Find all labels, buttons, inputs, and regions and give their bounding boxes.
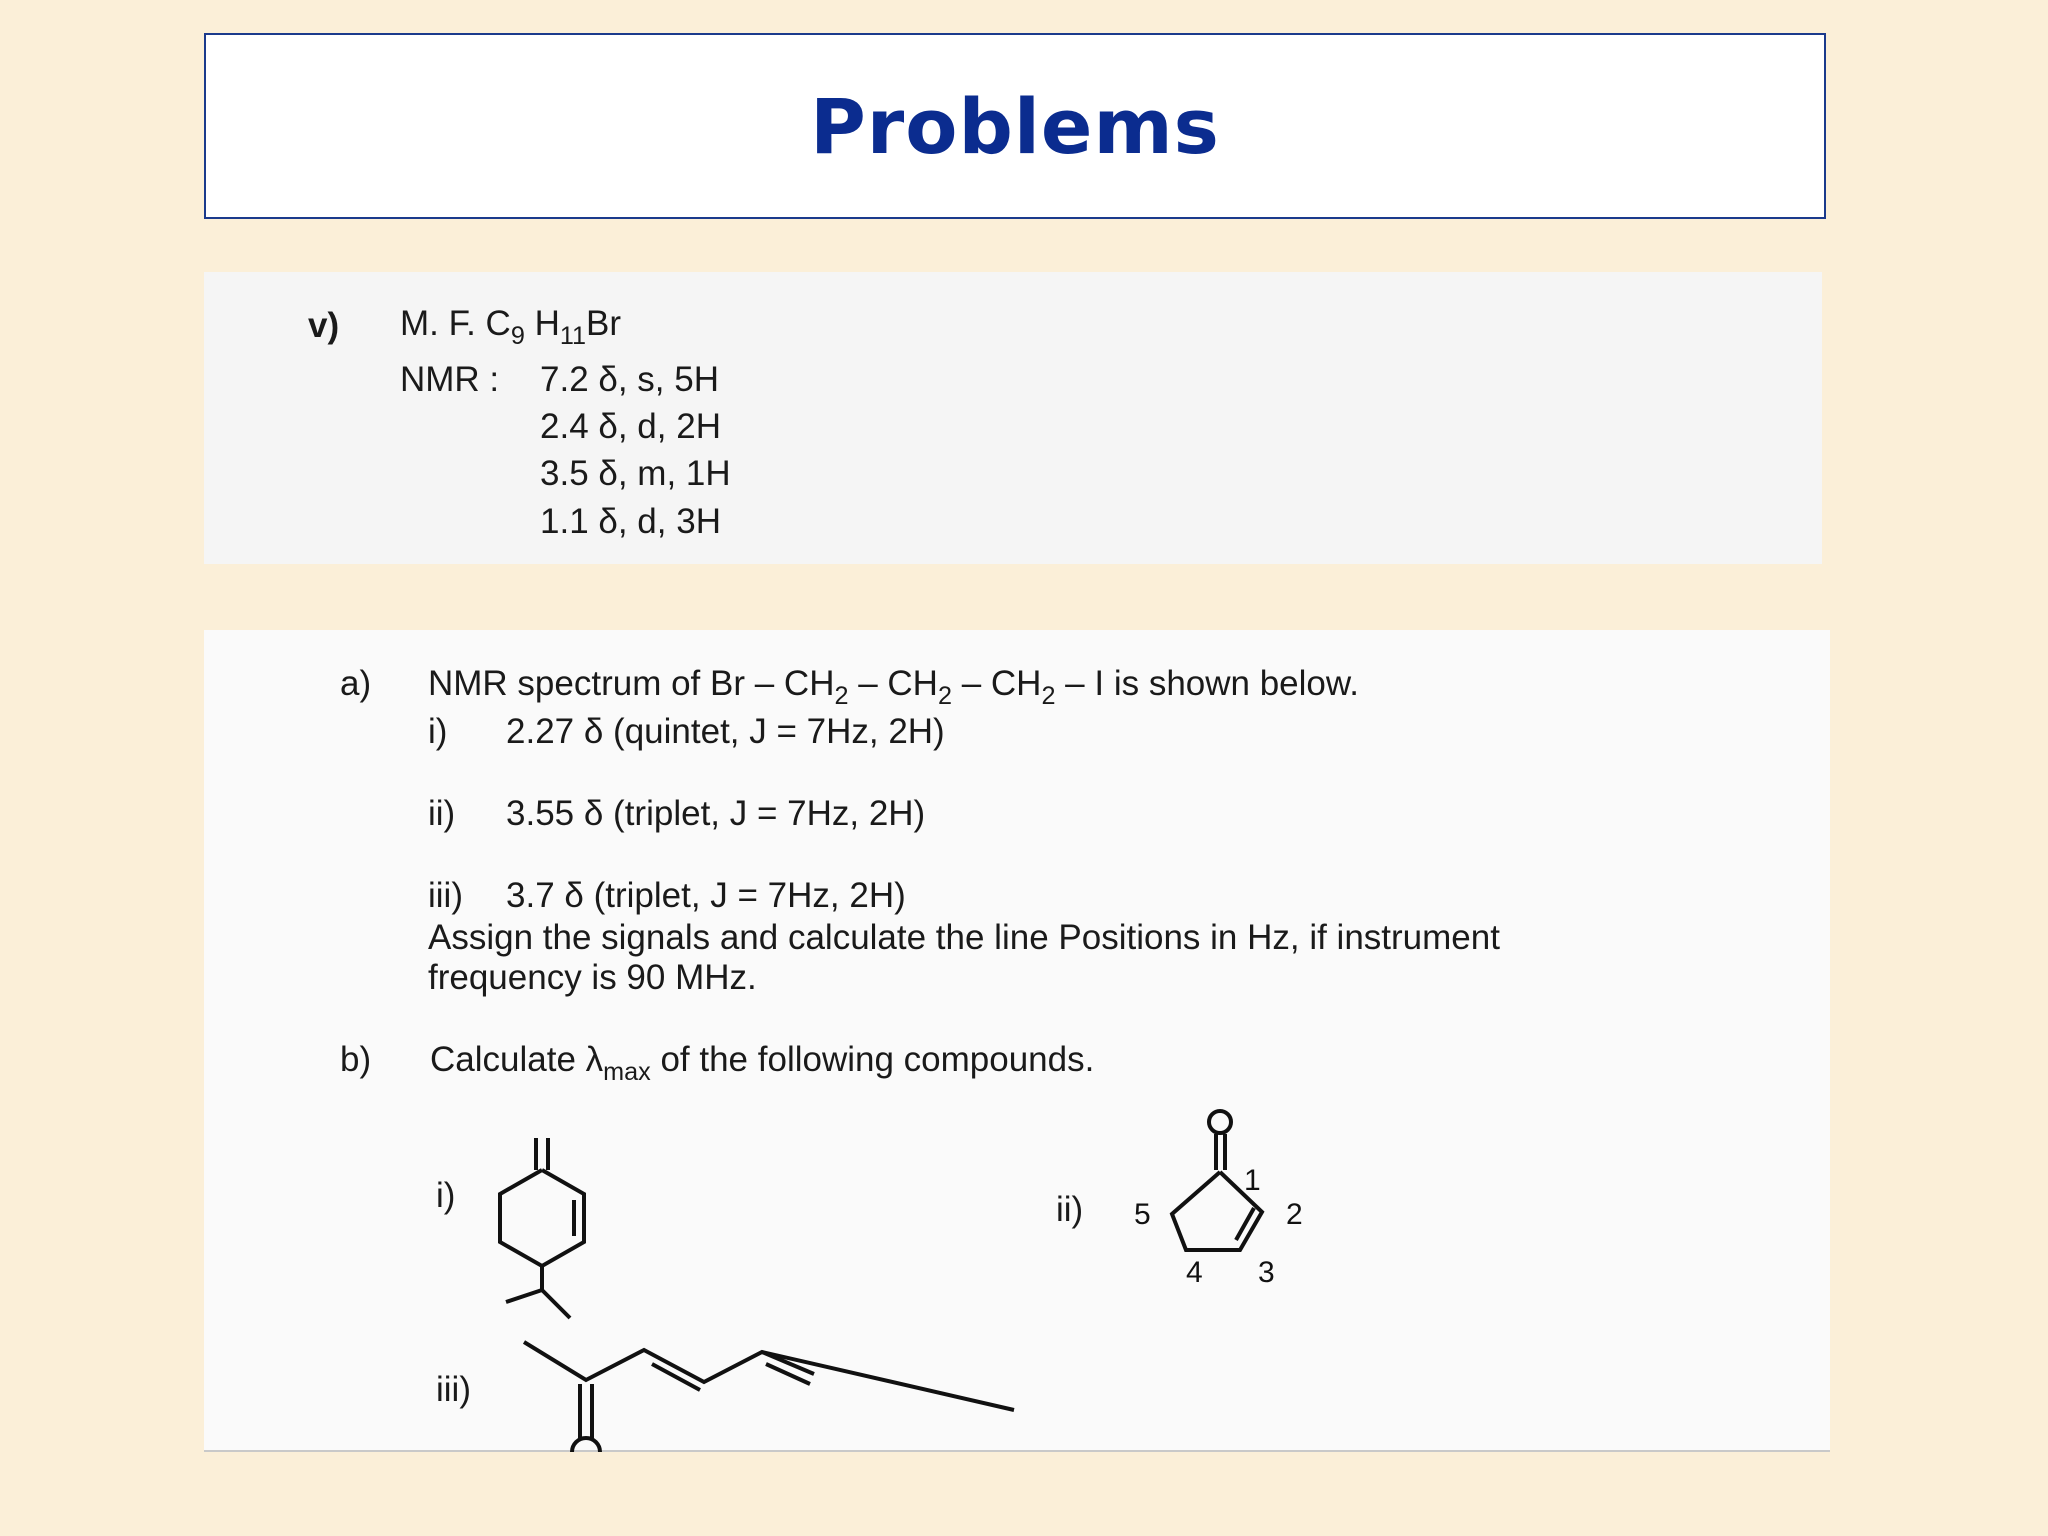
- nmr-signal: 3.5 δ, m, 1H: [540, 454, 731, 493]
- title-box: [204, 33, 1826, 219]
- ring-atom-2: 2: [1286, 1198, 1303, 1231]
- item-number: iii): [428, 876, 463, 915]
- compound-label: i): [436, 1176, 456, 1215]
- item-text: 3.55 δ (triplet, J = 7Hz, 2H): [506, 794, 926, 833]
- nmr-label: NMR :: [400, 360, 500, 399]
- ring-atom-5: 5: [1134, 1198, 1151, 1231]
- compound-iii-structure: [514, 1330, 1034, 1459]
- problem-a-intro: NMR spectrum of Br – $CH_2 - CH_2 - CH_2$ – I is shown below.: [428, 664, 1359, 710]
- problem-ab-panel: [204, 630, 1830, 1452]
- ring-atom-3: 3: [1258, 1256, 1275, 1289]
- item-text: 2.27 δ (quintet, J = 7Hz, 2H): [506, 712, 945, 751]
- assign-line-2: frequency is 90 MHz.: [428, 958, 757, 997]
- ring-atom-4: 4: [1186, 1256, 1203, 1289]
- nmr-signal: 7.2 δ, s, 5H: [540, 360, 719, 399]
- slide-title: Problems: [810, 81, 1220, 171]
- item-text: 3.7 δ (triplet, J = 7Hz, 2H): [506, 876, 906, 915]
- nmr-signal: 1.1 δ, d, 3H: [540, 502, 721, 541]
- compound-ii-structure: [1124, 1100, 1344, 1289]
- compound-label: ii): [1056, 1190, 1084, 1229]
- molecular-formula: M. F. $C_9$ $H_{11}Br$: [400, 304, 622, 350]
- problem-v-panel: [204, 272, 1822, 564]
- compound-label: iii): [436, 1370, 471, 1409]
- problem-b-label: b): [340, 1040, 372, 1079]
- item-number: ii): [428, 794, 456, 833]
- problem-a-label: a): [340, 664, 372, 703]
- problem-v-label: v): [308, 306, 340, 345]
- nmr-signal: 2.4 δ, d, 2H: [540, 407, 721, 446]
- problem-b-text: Calculate $\lambda_{max}$ of the following compounds.: [430, 1040, 1095, 1086]
- assign-line-1: Assign the signals and calculate the line Positions in Hz, if instrument: [428, 918, 1500, 957]
- ring-atom-1: 1: [1244, 1164, 1261, 1197]
- compound-i-structure: [470, 1120, 650, 1309]
- item-number: i): [428, 712, 448, 751]
